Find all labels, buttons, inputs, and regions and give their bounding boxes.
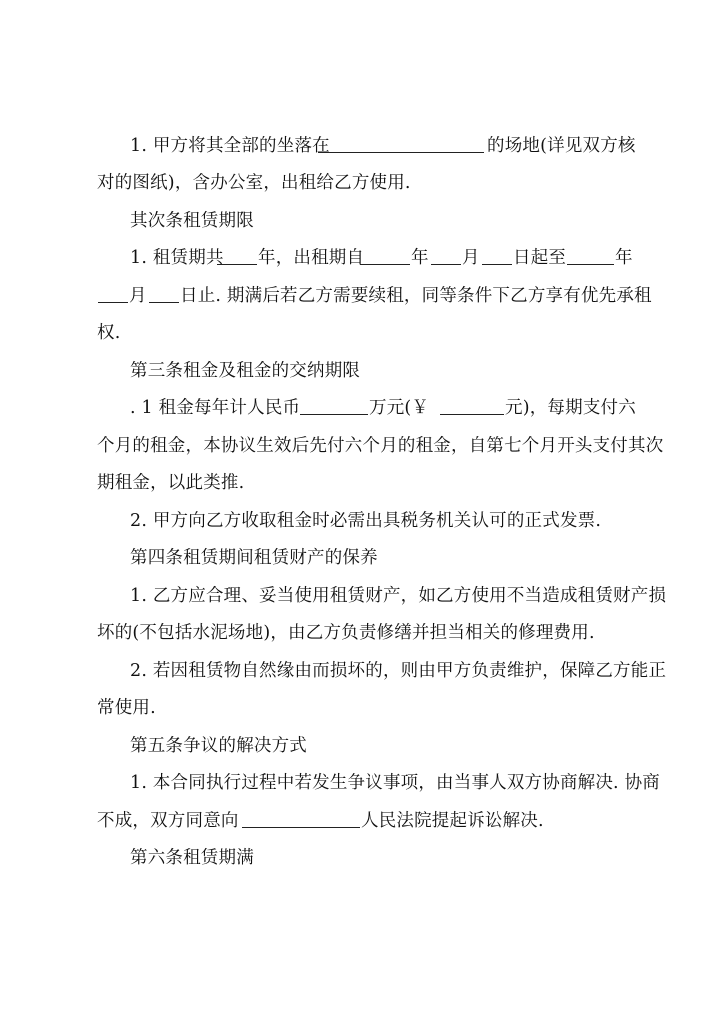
text-segment: 元)，每期支付六 <box>505 398 636 418</box>
text-segment: 常使用. <box>97 698 156 718</box>
text-segment: 其次条租赁期限 <box>130 211 254 231</box>
text-segment: 第四条租赁期间租赁财产的保养 <box>130 548 378 568</box>
text-segment: 对的图纸)，含办公室，出租给乙方使用. <box>97 173 411 193</box>
text-segment: 个月的租金，本协议生效后先付六个月的租金，自第七个月开头支付其次 <box>97 436 664 456</box>
text-segment: 年 <box>615 248 633 268</box>
text-segment: 人民法院提起诉讼解决. <box>361 811 544 831</box>
fill-in-blank <box>431 248 461 265</box>
text-segment: 第六条租赁期满 <box>130 848 254 868</box>
fill-in-blank <box>300 398 368 415</box>
text-segment: 2. 甲方向乙方收取租金时必需出具税务机关认可的正式发票. <box>130 511 602 531</box>
fill-in-blank <box>217 248 257 265</box>
fill-in-blank <box>149 286 179 303</box>
text-segment: 日起至 <box>513 248 567 268</box>
text-segment: 月 <box>462 248 480 268</box>
fill-in-blank <box>440 398 504 415</box>
text-segment: . 1 租金每年计人民币 <box>130 398 301 418</box>
text-segment: 坏的(不包括水泥场地)，由乙方负责修缮并担当相关的修理费用. <box>97 623 595 643</box>
text-segment: 期租金，以此类推. <box>97 473 245 493</box>
fill-in-blank <box>482 248 512 265</box>
text-segment: 第三条租金及租金的交纳期限 <box>130 361 361 381</box>
fill-in-blank <box>98 286 128 303</box>
text-segment: 权. <box>97 323 121 343</box>
fill-in-blank <box>318 136 484 153</box>
text-segment: 不成，双方同意向 <box>97 811 239 831</box>
fill-in-blank <box>567 248 614 265</box>
text-segment: 万元(￥ <box>369 398 430 418</box>
text-segment: 日止. 期满后若乙方需要续租，同等条件下乙方享有优先承租 <box>180 286 652 306</box>
text-segment: 1. 甲方将其全部的坐落在 <box>130 136 330 156</box>
text-segment: 1. 本合同执行过程中若发生争议事项，由当事人双方协商解决. 协商 <box>130 773 660 793</box>
text-segment: 第五条争议的解决方式 <box>130 736 307 756</box>
text-segment: 的场地(详见双方核 <box>487 136 636 156</box>
fill-in-blank <box>242 811 360 828</box>
text-segment: 1. 租赁期共 <box>130 248 224 268</box>
fill-in-blank <box>360 248 410 265</box>
text-segment: 月 <box>129 286 147 306</box>
text-segment: 1. 乙方应合理、妥当使用租赁财产，如乙方使用不当造成租赁财产损 <box>130 586 667 606</box>
text-segment: 年，出租期自 <box>258 248 365 268</box>
text-segment: 2. 若因租赁物自然缘由而损坏的，则由甲方负责维护，保障乙方能正 <box>130 661 667 681</box>
text-segment: 年 <box>411 248 429 268</box>
